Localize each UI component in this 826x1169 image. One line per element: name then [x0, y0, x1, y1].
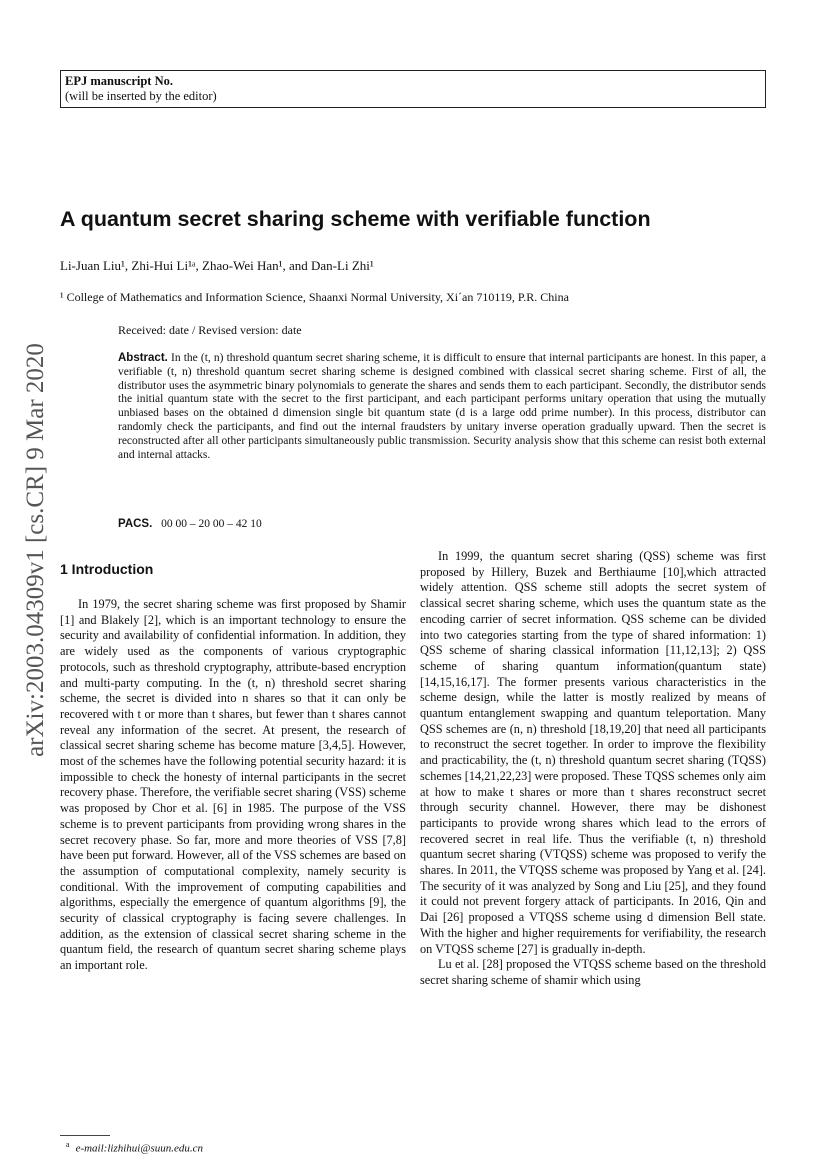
manuscript-note: (will be inserted by the editor)	[65, 89, 217, 103]
pacs-codes	[118, 518, 262, 530]
footnote-email: e-mail:lizhihui@suun.edu.cn	[75, 1142, 203, 1155]
paper-title: A quantum secret sharing scheme with verifiable function	[60, 207, 651, 231]
arxiv-identifier: arXiv:2003.04309v1 [cs.CR] 9 Mar 2020	[22, 343, 49, 757]
paragraph: In 1979, the secret sharing scheme was first proposed by Shamir [1] and Blakely [2], which is an important technology to ensure the security and availability of confidential information. In addition, they are widely used as the components of various cryptographic protocols, such as threshold cryptography, attribute-based encryption and multi-party computing. In the (t, n) threshold secret sharing scheme, the secret is divided into n shares so that it can only be recovered with t or more than t shares, but fewer than t shares cannot reveal any information of the secret. At present, the research of classical secret sharing scheme has become mature [3,4,5]. However, most of the schemes have the following potential security hazard: it is impossible to check the honesty of internal participants in the secret recovery phase. Therefore, the verifiable secret sharing (VSS) scheme was proposed by Chor et al. [6] in 1985. The purpose of the VSS scheme is to prevent participants from providing wrong shares in the secret recovery phase. So far, more and more theories of VSS [7,8] have been put forward. However, all of the VSS schemes are based on the assumption of computational complexity, namely security is conditional. With the improvement of computing capabilities and algorithms, especially the emergence of quantum algorithms [9], the security of classical cryptography is facing severe challenges. In addition, as the extension of classical secret sharing scheme in the quantum field, the research of quantum secret sharing scheme plays an important role.	[60, 597, 406, 973]
author-list: Li-Juan Liu¹, Zhi-Hui Li¹ᵃ, Zhao-Wei Han¹, and Dan-Li Zhi¹	[60, 258, 374, 273]
abstract-text: In the (t, n) threshold quantum secret sharing scheme, it is difficult to ensure that internal participants are honest. In this paper, a verifiable (t, n) threshold quantum secret sharing scheme is designed combined with classical secret sharing scheme. First of all, the distributor uses the asymmetric binary polynomials to generate the shares and sends them to each participant. Secondly, the distributor sends the initial quantum state with the secret to the first participant, and each participant performs unitary operation that using the mutually unbiased bases on the obtained d dimension single bit quantum state (d is a large odd prime number). In this process, distributor can randomly check the participants, and find out the internal fraudsters by unitary inverse operation gradually upward. Then the secret is reconstructed after all other participants simultaneously public transmission. Security analysis show that this scheme can resist both external and internal attacks.	[118, 352, 767, 461]
paragraph: Lu et al. [28] proposed the VTQSS scheme based on the threshold secret sharing scheme of shamir which using	[420, 957, 766, 987]
section-heading: 1 Introduction	[60, 561, 154, 577]
manuscript-box	[60, 70, 766, 108]
footnote-marker: a	[66, 1140, 70, 1149]
right-column	[420, 549, 766, 989]
paragraph: In 1999, the quantum secret sharing (QSS) scheme was first proposed by Hillery, Buzek and Berthiaume [10],which attracted widely attention. QSS scheme still adopts the secret system of classical secret sharing scheme, which uses the quantum state as the encoding carrier of secret information. QSS scheme can be divided into two categories starting from the type of shared information: 1) QSS scheme of sharing classical information [11,12,13]; 2) QSS scheme of sharing quantum information(quantum state) [14,15,16,17]. The former presents various characteristics in the scheme design, while the latter is mostly realized by means of quantum entanglement swapping and quantum teleportation. Many QSS schemes are (n, n) threshold [18,19,20] that need all participants to reconstruct the secret together. In order to improve the flexibility and practicability, the (t, n) threshold quantum secret sharing (TQSS) schemes [14,21,22,23] were proposed. These TQSS schemes only aim at how to make t shares or more than t shares reconstruct secret through security channel. However, there may be dishonest participants to provide wrong shares which lead to the errors of recovered secret in real life. Thus the verifiable (t, n) threshold quantum secret sharing (VTQSS) scheme was proposed to verify the shares. In 2011, the VTQSS scheme was proposed by Yang et al. [24]. The security of it was analyzed by Song and Liu [25], and they found it could not prevent forgery attack of participants. In 2016, Qin and Dai [26] proposed a VTQSS scheme using d dimension Bell state. With the higher and higher requirements for verifiability, the research on VTQSS scheme [27] is gradually in-depth.	[420, 549, 766, 956]
affiliation: ¹ College of Mathematics and Information Science, Shaanxi Normal University, Xi´an 710119, P.R. China	[60, 290, 569, 304]
manuscript-label: EPJ manuscript No.	[65, 74, 173, 88]
left-column	[60, 597, 406, 974]
pacs-label: PACS.	[118, 518, 153, 530]
footnote-rule	[60, 1135, 110, 1136]
pacs-text: 00 00 – 20 00 – 42 10	[161, 518, 262, 530]
arxiv-sidebar	[10, 340, 60, 760]
abstract	[118, 352, 766, 462]
abstract-label: Abstract.	[118, 352, 168, 364]
received-date: Received: date / Revised version: date	[118, 323, 302, 337]
footnote	[66, 1140, 203, 1155]
